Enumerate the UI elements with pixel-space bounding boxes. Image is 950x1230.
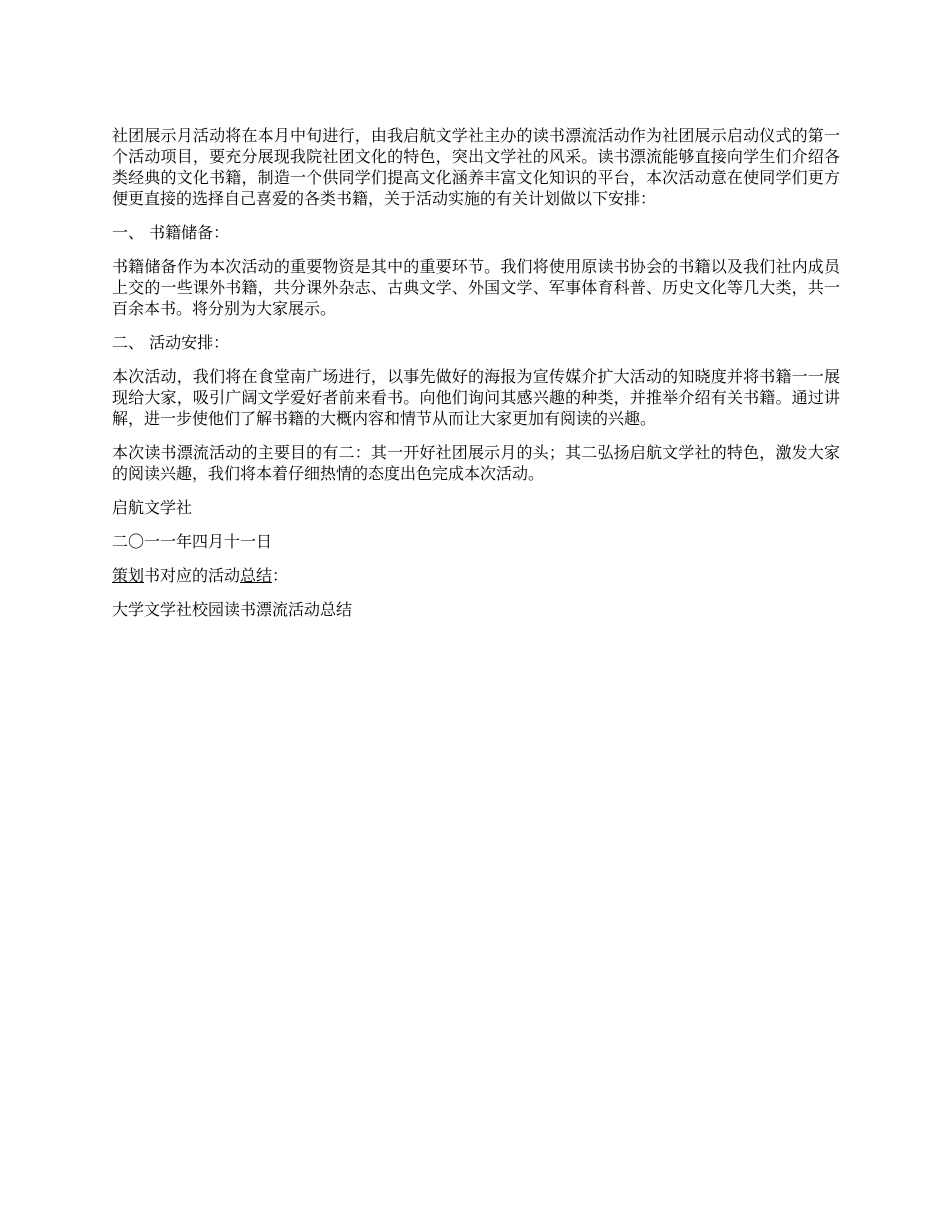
section1-body: 书籍储备作为本次活动的重要物资是其中的重要环节。我们将使用原读书协会的书籍以及我们社内成员上交的一些课外书籍，共分课外杂志、古典文学、外国文学、军事体育科普、历史文化等几大类，共一百余本书。将分别为大家展示。 xyxy=(112,257,840,318)
summary-title: 大学文学社校园读书漂流活动总结 xyxy=(112,600,353,619)
plan-link[interactable]: 策划 xyxy=(112,566,145,585)
intro-paragraph: 社团展示月活动将在本月中旬进行，由我启航文学社主办的读书漂流活动作为社团展示启动仪式的第一个活动项目，要充分展现我院社团文化的特色，突出文学社的风采。读书漂流能够直接向学生们介绍各类经典的文化书籍，制造一个供同学们提高文化涵养丰富文化知识的平台，本次活动意在使同学们更方便更直接的选择自己喜爱的各类书籍，关于活动实施的有关计划做以下安排： xyxy=(112,126,840,208)
related-summary-text: 书对应的活动 xyxy=(144,566,241,585)
section2-body: 本次活动，我们将在食堂南广场进行，以事先做好的海报为宣传媒介扩大活动的知晓度并将书籍一一展现给大家，吸引广阔文学爱好者前来看书。向他们询问其感兴趣的种类，并推举介绍有关书籍。通过讲解，进一步使他们了解书籍的大概内容和情节从而让大家更加有阅读的兴趣。 xyxy=(112,367,840,428)
section1-heading: 一、 书籍储备： xyxy=(112,223,230,242)
date: 二〇一一年四月十一日 xyxy=(112,532,273,551)
colon-text: ： xyxy=(272,566,289,585)
purpose-paragraph: 本次读书漂流活动的主要目的有二：其一开好社团展示月的头；其二弘扬启航文学社的特色，激发大家的阅读兴趣，我们将本着仔细热情的态度出色完成本次活动。 xyxy=(112,443,840,483)
related-summary-line xyxy=(112,565,840,586)
section2-heading: 二、 活动安排： xyxy=(112,333,230,352)
signature: 启航文学社 xyxy=(112,498,193,517)
document-page xyxy=(112,125,840,620)
summary-link[interactable]: 总结 xyxy=(240,566,273,585)
